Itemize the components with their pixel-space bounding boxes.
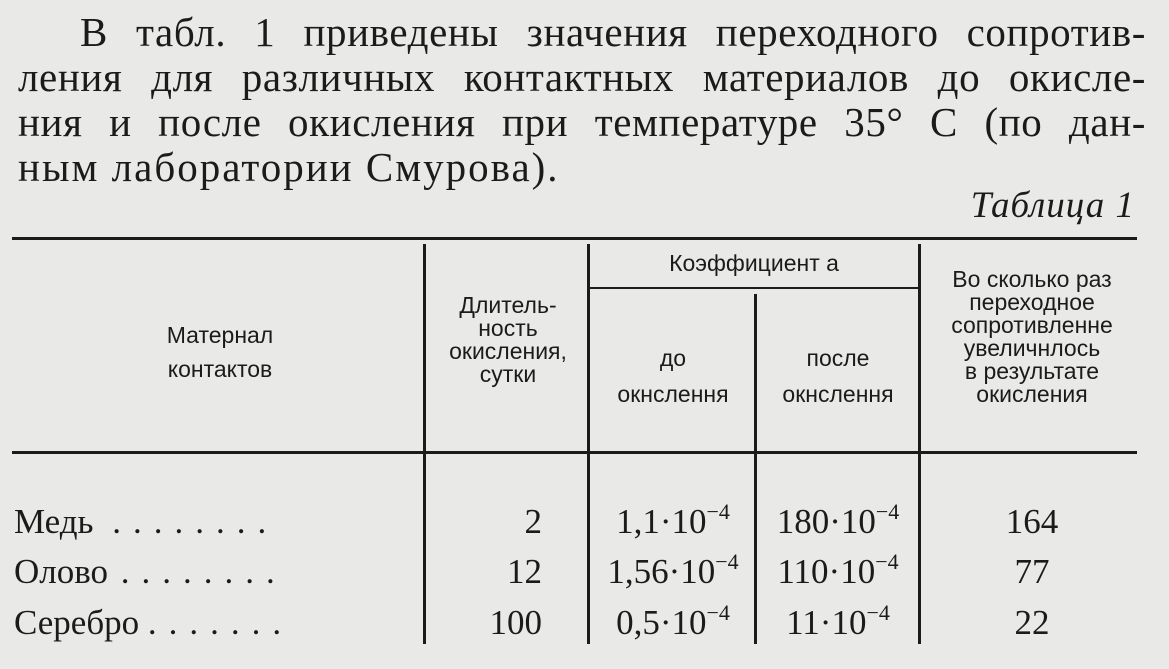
material-name: Медь	[14, 502, 94, 541]
value-mantissa: 1,56·10	[607, 552, 716, 591]
value-exponent: −4	[875, 549, 899, 574]
paragraph-line-1: В табл. 1 приведены значения переходного сопротив-	[80, 9, 1146, 55]
header-duration-line: сутки	[479, 361, 537, 387]
row-days: 2	[524, 502, 542, 541]
leader-dots: .......	[147, 603, 294, 642]
row-after	[758, 549, 918, 592]
value-exponent: −4	[706, 600, 730, 625]
row-times: 164	[1005, 502, 1059, 541]
table-label: Таблица 1	[970, 185, 1135, 226]
header-after-line: окнслення	[782, 381, 894, 407]
leader-dots: ........	[120, 552, 287, 591]
row-days: 12	[507, 552, 542, 591]
header-coefficient: Коэффициент a	[669, 250, 839, 276]
header-increase-line: увеличнлось	[963, 335, 1101, 361]
header-increase-line: в результате	[964, 358, 1100, 384]
header-increase-line: Во сколько раз	[952, 266, 1112, 292]
material-name: Олово	[14, 552, 109, 591]
header-material-line: Матернал	[166, 322, 274, 348]
paragraph-line-3: ния и после окисления при температуре 35° С (по дан-	[18, 99, 1146, 145]
col-rule-4	[918, 244, 921, 644]
leader-dots: ........	[112, 502, 279, 541]
material-name: Серебро	[14, 603, 140, 642]
header-duration-line: окисления,	[449, 338, 567, 364]
header-before-line: до	[659, 345, 687, 371]
value-exponent: −4	[875, 499, 900, 524]
value-mantissa: 1,1·10	[616, 502, 707, 541]
row-before	[592, 549, 754, 592]
row-material	[14, 502, 419, 542]
row-material	[14, 603, 419, 643]
value-mantissa: 110·10	[777, 552, 876, 591]
value-exponent: −4	[866, 600, 890, 625]
row-days: 100	[489, 603, 542, 642]
header-material-line: контактов	[167, 356, 273, 382]
row-times: 77	[1014, 552, 1050, 591]
row-after	[758, 600, 918, 643]
header-duration-line: Длитель-	[459, 292, 557, 318]
row-before	[592, 499, 754, 542]
header-duration	[428, 294, 588, 386]
header-after	[758, 340, 918, 412]
value-mantissa: 11·10	[786, 603, 867, 642]
paragraph	[18, 10, 1146, 190]
table-top-rule	[12, 237, 1137, 240]
header-after-line: после	[806, 345, 870, 371]
paragraph-line-2: ления для различных контактных материалов до окисле-	[18, 54, 1146, 100]
header-increase	[922, 268, 1142, 406]
header-duration-line: ность	[478, 315, 538, 341]
header-increase-line: сопротивленне	[951, 312, 1113, 338]
value-mantissa: 0,5·10	[616, 603, 707, 642]
row-material	[14, 552, 419, 592]
col-rule-1	[423, 244, 426, 644]
header-increase-line: окисления	[976, 381, 1088, 407]
row-times: 22	[1014, 603, 1050, 642]
header-before	[592, 340, 754, 412]
col-rule-3	[754, 294, 757, 644]
row-after	[758, 499, 918, 542]
row-before	[592, 600, 754, 643]
header-before-line: окнслення	[617, 381, 729, 407]
header-material	[60, 318, 380, 386]
value-mantissa: 180·10	[776, 502, 876, 541]
paragraph-line-4: ным лаборатории Смурова).	[18, 144, 560, 190]
header-bottom-rule	[12, 451, 1137, 454]
value-exponent: −4	[706, 499, 730, 524]
value-exponent: −4	[715, 549, 739, 574]
coefficient-rule	[590, 287, 918, 289]
header-increase-line: переходное	[969, 289, 1095, 315]
